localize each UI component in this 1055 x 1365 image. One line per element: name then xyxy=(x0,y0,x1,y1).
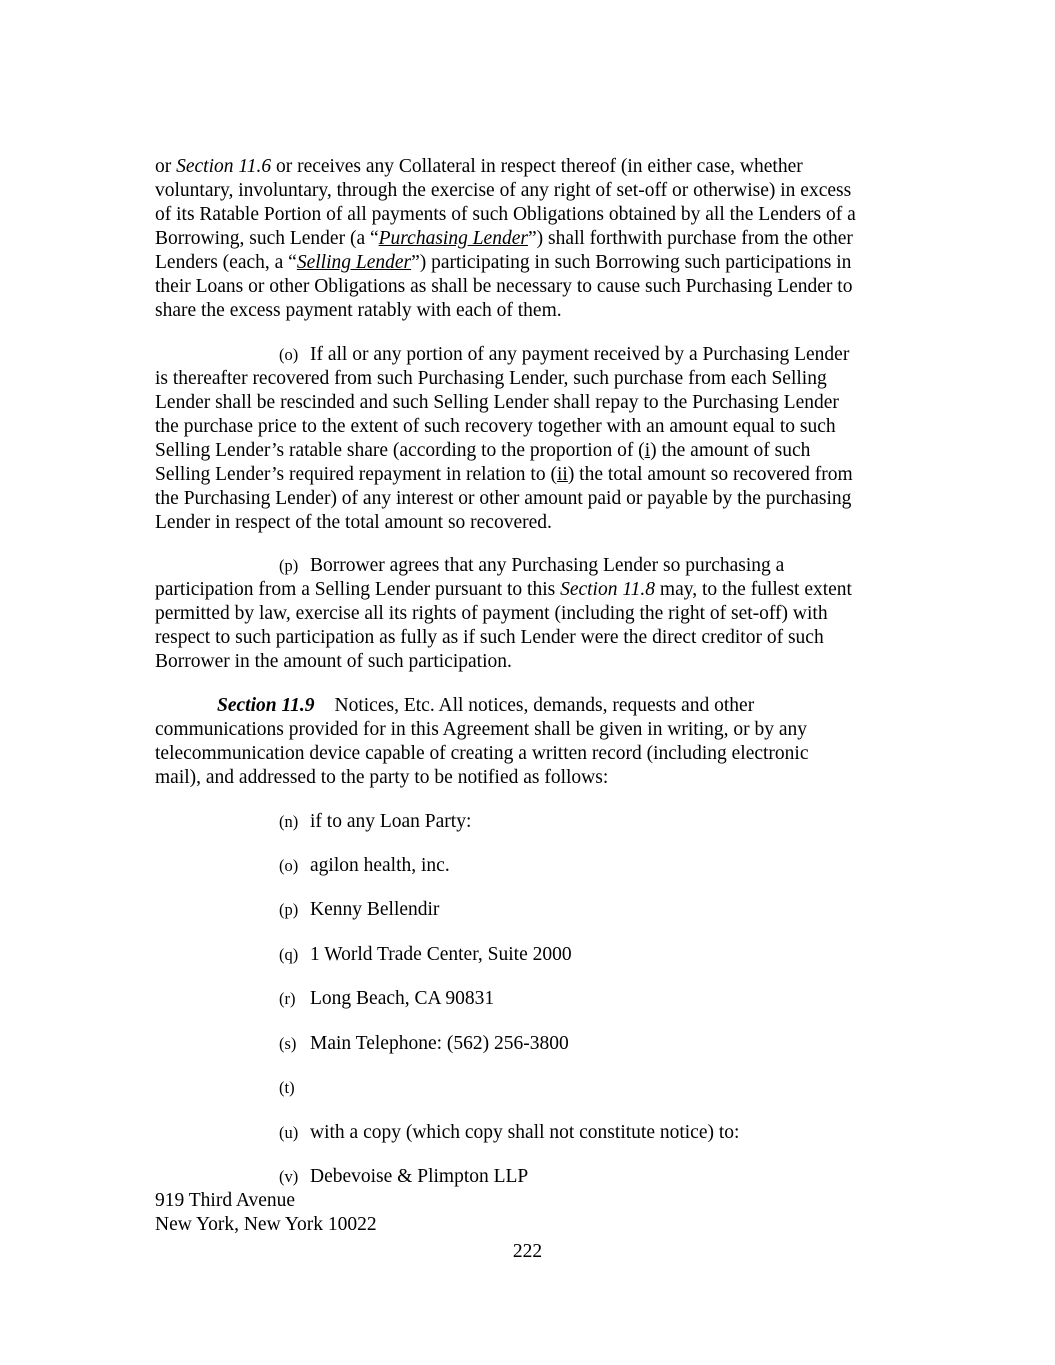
notice-item xyxy=(279,854,450,878)
notice-item xyxy=(279,943,572,967)
item-label: (q) xyxy=(279,945,299,964)
notice-item xyxy=(279,898,439,922)
paragraph-p-participation xyxy=(155,554,915,674)
text-run: ”) participating in such Borrowing such participations in xyxy=(411,252,852,273)
text-line: respect to such participation as fully as if such Lender were the direct creditor of such xyxy=(155,627,824,648)
text-line: permitted by law, exercise all its rights of payment (including the right of set-off) with xyxy=(155,603,828,624)
item-text: Main Telephone: (562) 256-3800 xyxy=(310,1033,569,1054)
section-reference: Section 11.6 xyxy=(176,156,272,177)
subclause-ref: i xyxy=(644,440,651,461)
clause-label: (o) xyxy=(279,345,299,364)
item-label: (s) xyxy=(279,1034,297,1053)
item-label: (t) xyxy=(279,1078,295,1097)
text-line: the Purchasing Lender) of any interest or other amount paid or payable by the purchasing xyxy=(155,488,852,509)
address-line: 919 Third Avenue xyxy=(155,1190,296,1211)
clause-label: (p) xyxy=(279,556,299,575)
text-run: Selling Lender’s required repayment in relation to ( xyxy=(155,464,557,485)
text-line: communications provided for in this Agreement shall be given in writing, or by any xyxy=(155,719,808,740)
text-line: is thereafter recovered from such Purchasing Lender, such purchase from each Selling xyxy=(155,368,827,389)
section-heading: Section 11.9 xyxy=(217,695,315,716)
item-text: Kenny Bellendir xyxy=(310,899,440,920)
item-label: (r) xyxy=(279,989,296,1008)
text-run: Notices, Etc. All notices, demands, requests and other xyxy=(334,695,755,716)
item-label: (p) xyxy=(279,900,299,919)
section-reference: Section 11.8 xyxy=(560,579,656,600)
notice-item xyxy=(279,1165,528,1189)
item-text: with a copy (which copy shall not constitute notice) to: xyxy=(310,1122,740,1143)
text-run: may, to the fullest extent xyxy=(655,579,852,600)
text-run: Borrowing, such Lender (a “ xyxy=(155,228,379,249)
text-run: ”) shall forthwith purchase from the other xyxy=(527,228,853,249)
text-run: participation from a Selling Lender pursuant to this xyxy=(155,579,561,600)
text-run: or xyxy=(155,156,177,177)
text-line: telecommunication device capable of creating a written record (including electronic xyxy=(155,743,809,764)
item-label: (n) xyxy=(279,812,299,831)
text-line: Lender shall be rescinded and such Selling Lender shall repay to the Purchasing Lender xyxy=(155,392,839,413)
text-line: the purchase price to the extent of such recovery together with an amount equal to such xyxy=(155,416,836,437)
defined-term: Selling Lender xyxy=(296,252,412,273)
text-line: Lender in respect of the total amount so recovered. xyxy=(155,512,552,533)
text-line: Borrower in the amount of such participation. xyxy=(155,651,512,672)
item-text: Debevoise & Plimpton LLP xyxy=(310,1166,529,1187)
page-number: 222 xyxy=(512,1241,543,1262)
item-label: (v) xyxy=(279,1167,299,1186)
paragraph-o-recovery xyxy=(155,343,915,535)
text-run: Selling Lender’s ratable share (according to the proportion of ( xyxy=(155,440,645,461)
item-text: 1 World Trade Center, Suite 2000 xyxy=(310,944,572,965)
defined-term: Purchasing Lender xyxy=(378,228,528,249)
text-run: Borrower agrees that any Purchasing Lender so purchasing a xyxy=(310,555,785,576)
text-run: or receives any Collateral in respect thereof (in either case, whether xyxy=(271,156,803,177)
item-label: (u) xyxy=(279,1123,299,1142)
text-run: ) the total amount so recovered from xyxy=(567,464,853,485)
text-line: share the excess payment ratably with each of them. xyxy=(155,300,562,321)
item-text: agilon health, inc. xyxy=(310,855,450,876)
text-run: Lenders (each, a “ xyxy=(155,252,297,273)
address-line: New York, New York 10022 xyxy=(155,1214,377,1235)
text-line: mail), and addressed to the party to be notified as follows: xyxy=(155,767,609,788)
text-run: ) the amount of such xyxy=(650,440,811,461)
notice-item xyxy=(279,810,471,834)
notice-item xyxy=(279,1076,310,1100)
paragraph-sharing-payments xyxy=(155,155,915,323)
notice-item xyxy=(279,1121,739,1145)
item-label: (o) xyxy=(279,856,299,875)
text-line: their Loans or other Obligations as shall be necessary to cause such Purchasing Lender to xyxy=(155,276,853,297)
subclause-ref: ii xyxy=(556,464,568,485)
text-line: of its Ratable Portion of all payments of such Obligations obtained by all the Lenders of a xyxy=(155,204,856,225)
notice-item xyxy=(279,987,494,1011)
text-run: If all or any portion of any payment received by a Purchasing Lender xyxy=(310,344,850,365)
section-11-9-notices xyxy=(155,694,915,790)
item-text: if to any Loan Party: xyxy=(310,811,472,832)
text-line: voluntary, involuntary, through the exercise of any right of set-off or otherwise) in excess xyxy=(155,180,852,201)
notice-item xyxy=(279,1032,569,1056)
item-text: Long Beach, CA 90831 xyxy=(310,988,495,1009)
